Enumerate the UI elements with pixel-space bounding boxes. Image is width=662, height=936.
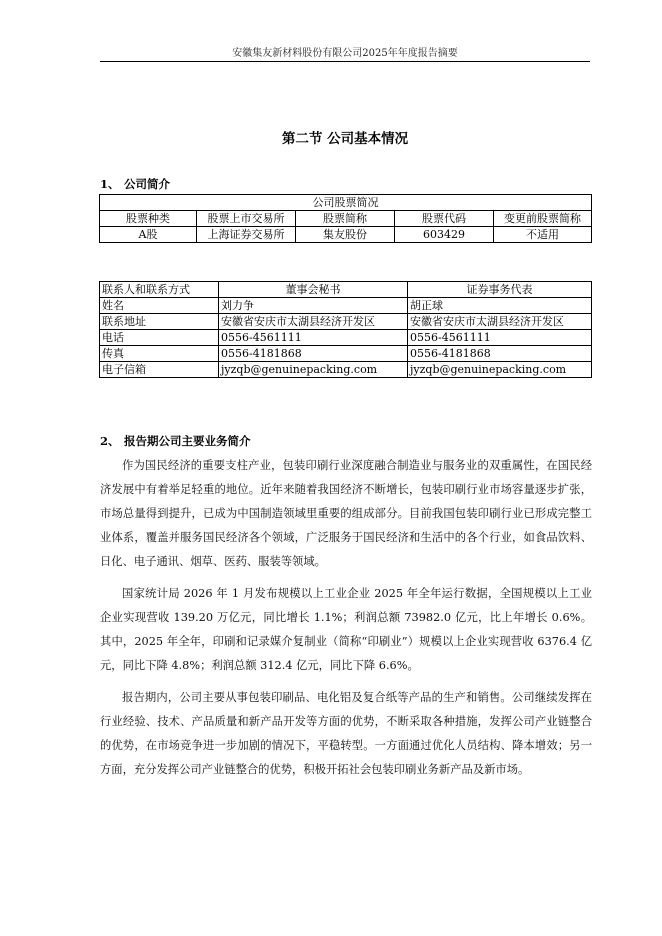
table-cell: 安徽省安庆市太湖县经济开发区 [219, 314, 408, 330]
table-header-row [100, 282, 592, 298]
table-cell: 0556-4181868 [408, 346, 592, 362]
page-header: 安徽集友新材料股份有限公司2025年年度报告摘要 [232, 48, 458, 59]
stock-table-caption: 公司股票简况 [100, 195, 592, 211]
table-header-row [100, 211, 592, 227]
table-header-cell: 联系人和联系方式 [100, 282, 219, 298]
table-cell: 上海证券交易所 [197, 227, 296, 243]
heading-text: 报告期公司主要业务简介 [124, 434, 251, 448]
table-header-cell: 证券事务代表 [408, 282, 592, 298]
heading-business-overview [100, 433, 251, 449]
table-cell: 603429 [395, 227, 494, 243]
paragraph: 报告期内，公司主要从事包装印刷品、电化铝及复合纸等产品的生产和销售。公司继续发挥在行业经验、技术、产品质量和新产品开发等方面的优势，不断采取各种措施，发挥公司产业链整合的优势，在市场竞争进一步加剧的情况下，平稳转型。一方面通过优化人员结构、降本增效；另一方面，充分发挥公司产业链整合的优势，积极开拓社会包装印刷业务新产品及新市场。 [100, 691, 592, 776]
table-row [100, 346, 592, 362]
table-row [100, 362, 592, 378]
table-cell: 0556-4181868 [219, 346, 408, 362]
table-row [100, 227, 592, 243]
table-row [100, 330, 592, 346]
table-header-cell: 股票上市交易所 [197, 211, 296, 227]
table-cell: 传真 [100, 346, 219, 362]
table-header-cell: 董事会秘书 [219, 282, 408, 298]
table-row [100, 314, 592, 330]
table-header-cell: 股票简称 [296, 211, 395, 227]
table-row [100, 298, 592, 314]
stock-overview-table [99, 194, 592, 243]
paragraph: 国家统计局 2026 年 1 月发布规模以上工业企业 2025 年全年运行数据，全国规模以上工业企业实现营收 139.20 万亿元，同比增长 1.1%；利润总额 73982.0 亿元，比上年增长 0.6%。其中，2025 年全年，印刷和记录媒介复制业（简称“印刷业”）规模以上企业实现营收 6376.4 亿元，同比下降 4.8%；利润总额 312.4 亿元，同比下降 6.6%。 [100, 587, 592, 672]
table-cell: 安徽省安庆市太湖县经济开发区 [408, 314, 592, 330]
table-cell: 姓名 [100, 298, 219, 314]
table-cell: 电子信箱 [100, 362, 219, 378]
table-cell: 不适用 [494, 227, 592, 243]
table-cell: A股 [100, 227, 197, 243]
heading-number: 2、 [100, 434, 120, 448]
table-header-cell: 股票代码 [395, 211, 494, 227]
header-rule [100, 61, 590, 62]
table-cell: 刘力争 [219, 298, 408, 314]
table-cell: 电话 [100, 330, 219, 346]
table-cell: jyzqb@genuinepacking.com [219, 362, 408, 378]
table-cell: 0556-4561111 [408, 330, 592, 346]
table-cell: 0556-4561111 [219, 330, 408, 346]
heading-text: 公司简介 [124, 177, 170, 191]
contact-info-table [99, 281, 592, 378]
heading-company-profile [100, 176, 170, 192]
table-cell: 集友股份 [296, 227, 395, 243]
table-cell: 胡正球 [408, 298, 592, 314]
table-header-cell: 股票种类 [100, 211, 197, 227]
table-cell: 联系地址 [100, 314, 219, 330]
table-header-cell: 变更前股票简称 [494, 211, 592, 227]
section-title: 第二节 公司基本情况 [281, 131, 409, 147]
table-cell: jyzqb@genuinepacking.com [408, 362, 592, 378]
paragraph: 作为国民经济的重要支柱产业，包装印刷行业深度融合制造业与服务业的双重属性，在国民经济发展中有着举足轻重的地位。近年来随着我国经济不断增长，包装印刷行业市场容量逐步扩张，市场总量得到提升，已成为中国制造领域里重要的组成部分。目前我国包装印刷行业已形成完整工业体系，覆盖并服务国民经济各个领域，广泛服务于国民经济和生活中的各个行业，如食品饮料、日化、电子通讯、烟草、医药、服装等领域。 [100, 459, 592, 568]
heading-number: 1、 [100, 177, 120, 191]
